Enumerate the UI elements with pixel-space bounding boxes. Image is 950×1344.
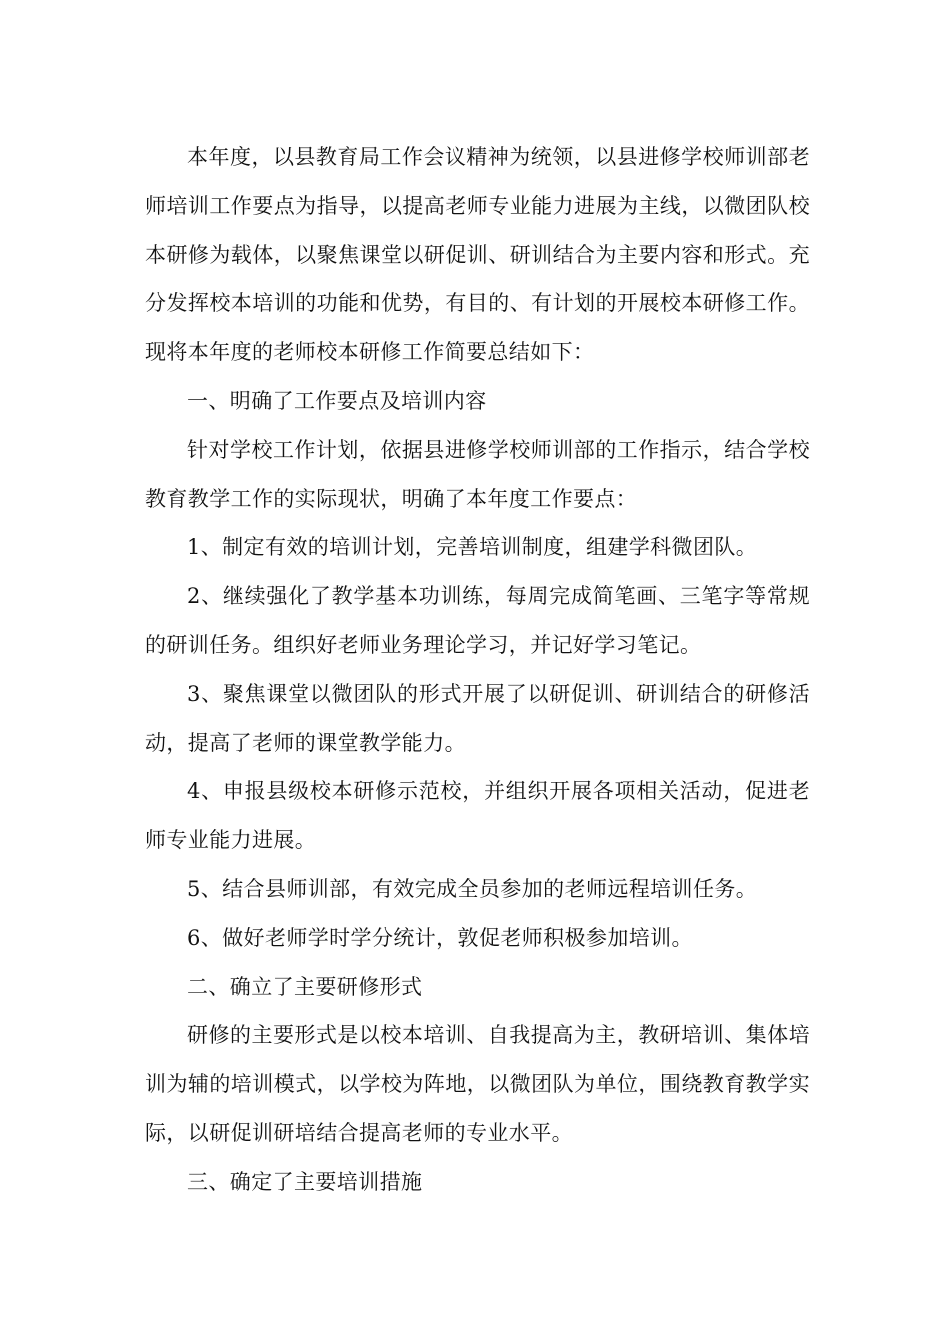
section-heading-2: 二、确立了主要研修形式 [187,974,423,999]
list-item-6: 6、做好老师学时学分统计，敦促老师积极参加培训。 [187,925,693,950]
intro-paragraph: 本年度，以县教育局工作会议精神为统领，以县进修学校师训部老师培训工作要点为指导，以提高老师专业能力进展为主线，以微团队校本研修为载体，以聚焦课堂以研促训、研训结合为主要内容和形式。充分发挥校本培训的功能和优势，有目的、有计划的开展校本研修工作。现将本年度的老师校本研修工作简要总结如下： [145,145,810,365]
section-2-paragraph: 研修的主要形式是以校本培训、自我提高为主，教研培训、集体培训为辅的培训模式，以学校为阵地，以微团队为单位，围绕教育教学实际，以研促训研培结合提高老师的专业水平。 [145,1023,810,1145]
document-body [145,133,810,1207]
list-item-3: 3、聚焦课堂以微团队的形式开展了以研促训、研训结合的研修活动，提高了老师的课堂教学能力。 [145,681,810,755]
list-item-1: 1、制定有效的培训计划，完善培训制度，组建学科微团队。 [187,535,758,560]
section-heading-1: 一、明确了工作要点及培训内容 [187,388,487,413]
list-item-2: 2、继续强化了教学基本功训练，每周完成简笔画、三笔字等常规的研训任务。组织好老师业务理论学习，并记好学习笔记。 [145,584,810,657]
list-item-5: 5、结合县师训部，有效完成全员参加的老师远程培训任务。 [187,876,758,901]
section-1-paragraph: 针对学校工作计划，依据县进修学校师训部的工作指示，结合学校教育教学工作的实际现状，明确了本年度工作要点： [145,437,810,511]
list-item-4: 4、申报县级校本研修示范校，并组织开展各项相关活动，促进老师专业能力进展。 [145,779,810,853]
section-heading-3: 三、确定了主要培训措施 [187,1169,423,1194]
